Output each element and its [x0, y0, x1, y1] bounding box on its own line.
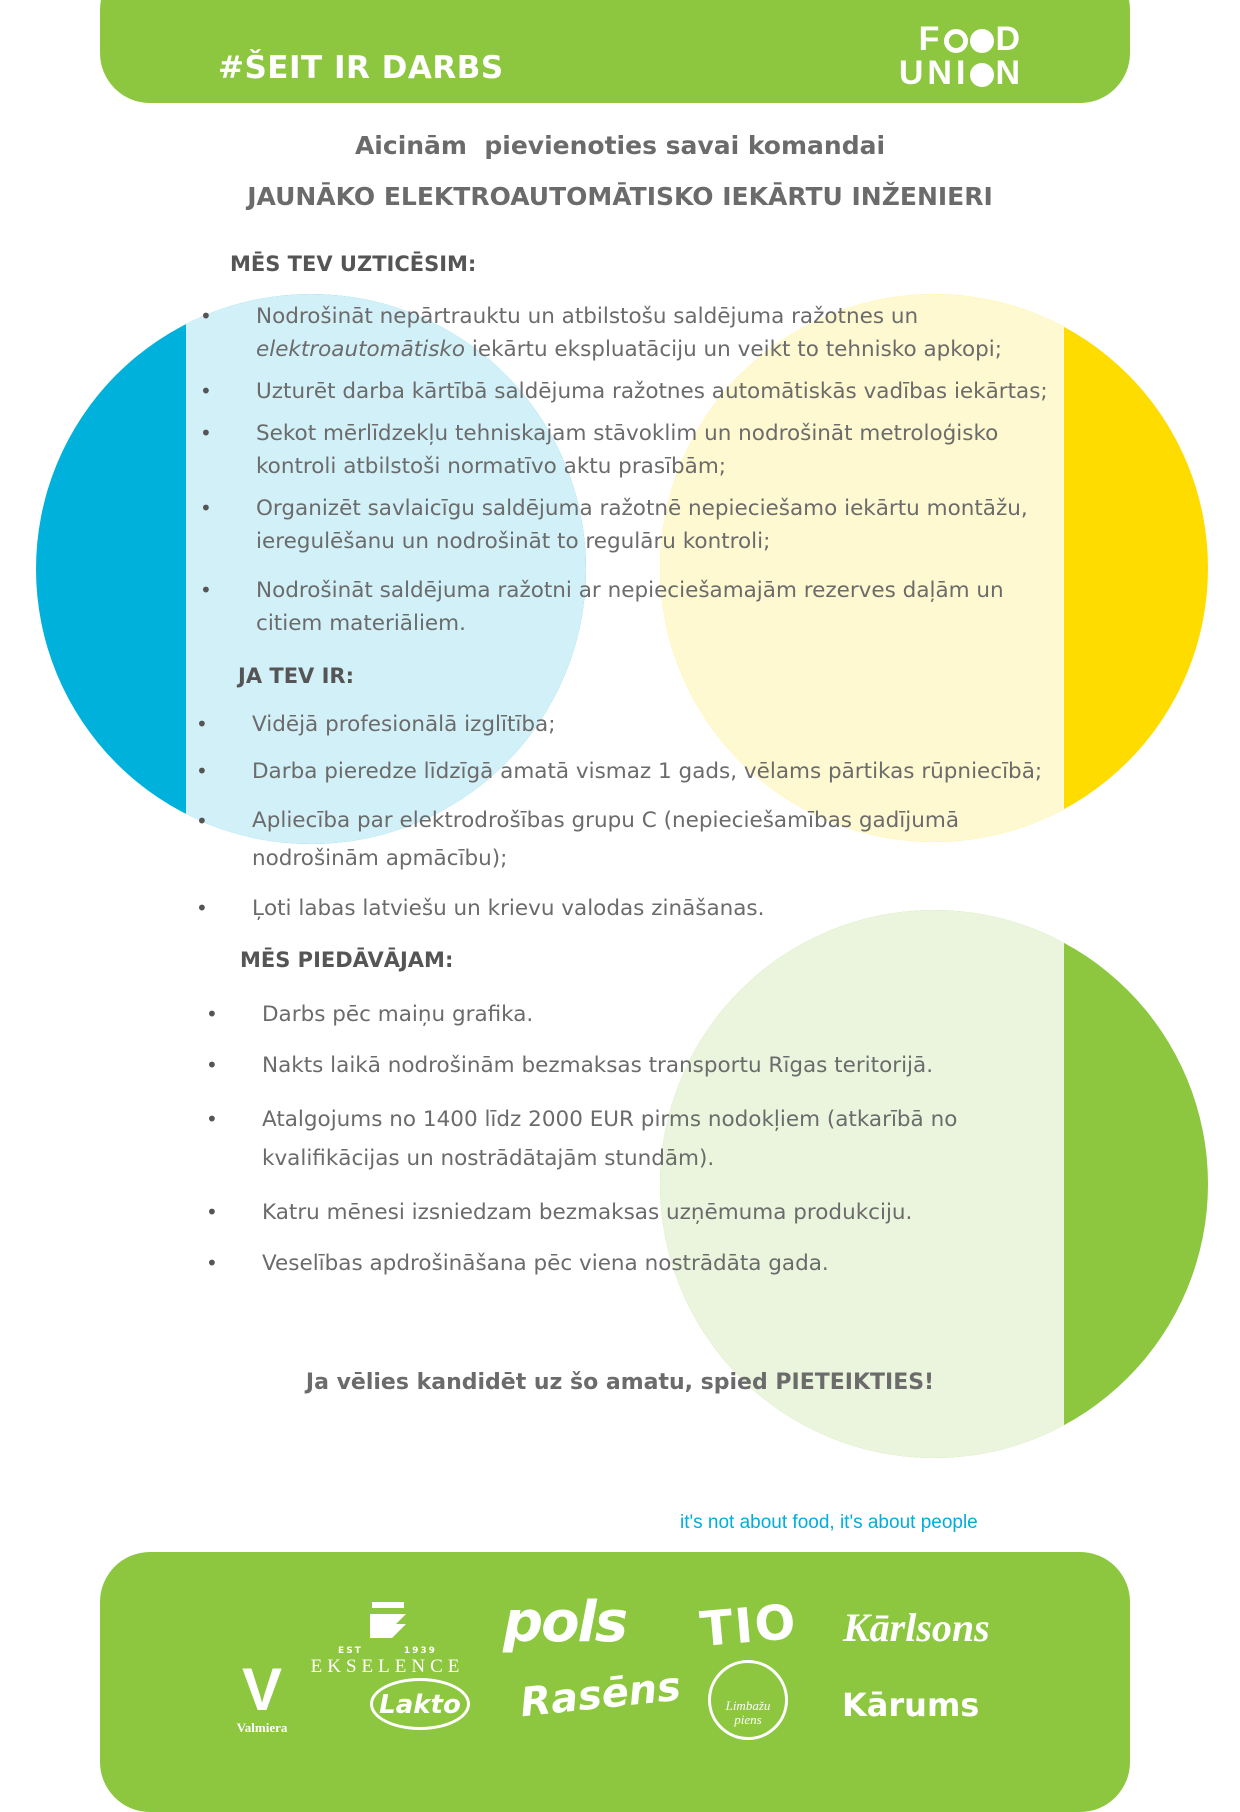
offer-title: MĒS PIEDĀVĀJAM:	[240, 948, 454, 972]
logo-line-food: F D	[918, 20, 1024, 58]
list-item: • Nakts laikā nodrošinām bezmaksas transportu Rīgas teritorijā.	[206, 1053, 934, 1078]
ekselence-emblem-icon	[366, 1600, 410, 1640]
list-item: • Ļoti labas latviešu un krievu valodas zināšanas.	[196, 896, 765, 921]
list-item: • Uzturēt darba kārtībā saldējuma ražotnes automātiskās vadības iekārtas;	[200, 379, 1048, 404]
list-item: • Apliecība par elektrodrošības grupu C (nepieciešamības gadījumā nodrošinām apmācību);	[196, 808, 960, 871]
list-item: • Organizēt savlaicīgu saldējuma ražotnē nepieciešamo iekārtu montāžu, ieregulēšanu un nodrošināt to regulāru kontroli;	[200, 496, 1028, 554]
list-item: • Sekot mērlīdzekļu tehniskajam stāvoklim un nodrošināt metroloģisko kontroli atbilstoši normatīvo aktu prasībām;	[200, 421, 999, 479]
list-item: • Atalgojums no 1400 līdz 2000 EUR pirms nodokļiem (atkarībā no kvalifikācijas un nostrādātajām stundām).	[206, 1107, 958, 1171]
slogan: it's not about food, it's about people	[680, 1512, 978, 1533]
food-union-logo	[884, 22, 1024, 90]
list-item: • Darba pieredze līdzīgā amatā vismaz 1 gads, vēlams pārtikas rūpniecībā;	[196, 759, 1043, 784]
offer-list	[206, 998, 1022, 1280]
list-item: • Nodrošināt nepārtrauktu un atbilstošu saldējuma ražotnes un elektroautomātisko iekārtu ekspluatāciju un veikt to tehnisko apkopi;	[200, 304, 1002, 362]
list-item: • Darbs pēc maiņu grafika.	[206, 1002, 534, 1027]
apply-call-to-action: Ja vēlies kandidēt uz šo amatu, spied PIETEIKTIES!	[305, 1370, 935, 1395]
logo-o-dot	[970, 29, 994, 53]
ekselence-logo: EST 1939 EKSELENCE	[305, 1600, 470, 1678]
tio-logo: TIO	[697, 1593, 800, 1659]
limbazu-piens-logo: Limbažu piens	[708, 1660, 788, 1740]
list-item: • Katru mēnesi izsniedzam bezmaksas uzņēmuma produkciju.	[206, 1200, 913, 1225]
logo-o-ring	[944, 29, 968, 53]
duties-list	[200, 300, 1076, 640]
list-item: • Veselības apdrošināšana pēc viena nostrādāta gada.	[206, 1251, 829, 1276]
invite-line: Aicinām pievienoties savai komandai	[354, 131, 886, 160]
logo-line-union: UNI N	[898, 54, 1024, 92]
requirements-list	[196, 708, 1082, 925]
logo-o-dot	[970, 63, 994, 87]
karums-logo: Kārums	[842, 1686, 980, 1724]
pols-logo: pols	[503, 1590, 627, 1655]
list-item: • Vidējā profesionālā izglītība;	[196, 712, 556, 737]
rasens-logo: Rasēns	[518, 1663, 683, 1727]
requirements-title: JA TEV IR:	[238, 664, 354, 688]
lakto-logo: Lakto	[370, 1678, 470, 1730]
valmiera-logo: V Valmiera	[236, 1656, 288, 1735]
duties-title: MĒS TEV UZTICĒSIM:	[230, 252, 477, 276]
list-item: • Nodrošināt saldējuma ražotni ar nepieciešamajām rezerves daļām un citiem materiāliem.	[200, 578, 1004, 636]
position-title: JAUNĀKO ELEKTROAUTOMĀTISKO IEKĀRTU INŽENIERI	[247, 182, 993, 211]
hashtag-title: #ŠEIT IR DARBS	[218, 50, 504, 86]
karlsons-logo: Kārlsons	[843, 1605, 990, 1650]
